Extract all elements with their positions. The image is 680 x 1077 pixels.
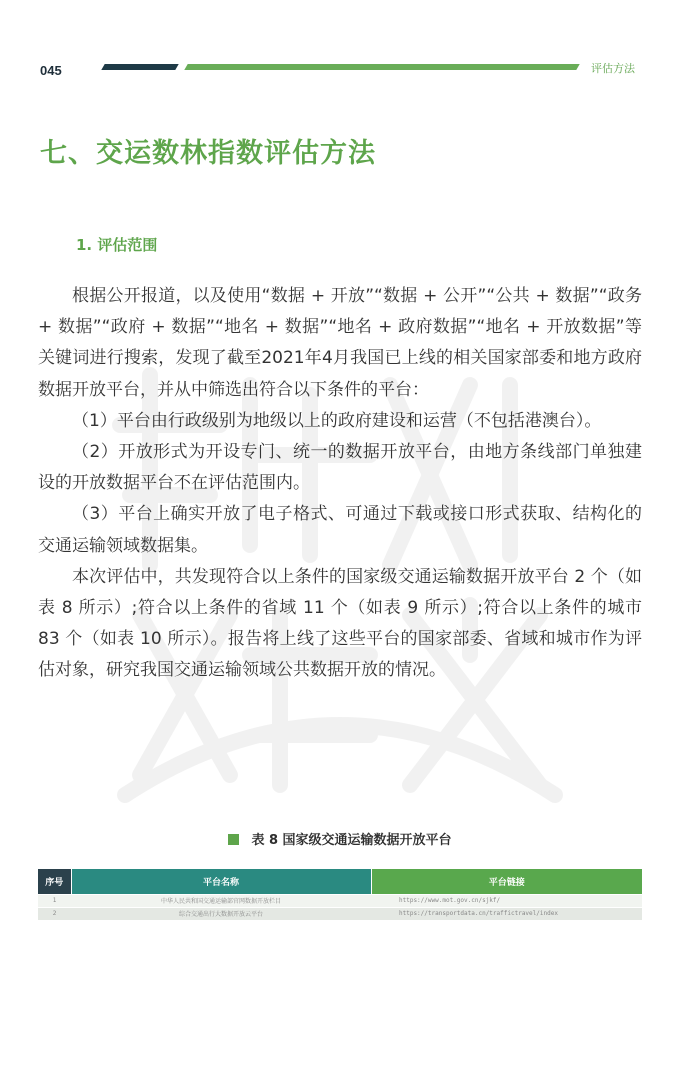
table-row <box>38 894 642 907</box>
cell-number: 2 <box>38 907 71 920</box>
caption-square-icon <box>228 834 239 845</box>
paragraph-criterion-3: （3）平台上确实开放了电子格式、可通过下载或接口形式获取、结构化的交通运输领域数据集。 <box>38 504 642 556</box>
body-text <box>38 281 642 687</box>
header-divider-green <box>184 64 579 70</box>
table-caption-text: 表 8 国家级交通运输数据开放平台 <box>251 833 452 848</box>
column-header-number: 序号 <box>38 869 71 894</box>
section-subtitle: 1. 评估范围 <box>76 236 158 254</box>
header-divider-dark <box>101 64 178 70</box>
cell-platform-link[interactable]: https://transportdata.cn/traffictravel/index <box>371 907 642 920</box>
page-header <box>0 0 680 90</box>
cell-platform-name: 中华人民共和国交通运输部官网数据开放栏目 <box>71 894 371 907</box>
paragraph-criterion-2: （2）开放形式为开设专门、统一的数据开放平台，由地方条线部门单独建设的开放数据平台不在评估范围内。 <box>38 442 642 494</box>
column-header-platform-name: 平台名称 <box>71 869 371 894</box>
section-tag: 评估方法 <box>591 62 635 75</box>
cell-number: 1 <box>38 894 71 907</box>
page-number: 045 <box>40 63 62 78</box>
paragraph-criterion-1: （1）平台由行政级别为地级以上的政府建设和运营（不包括港澳台）。 <box>72 410 602 431</box>
cell-platform-link[interactable]: https://www.mot.gov.cn/sjkf/ <box>371 894 642 907</box>
paragraph-intro: 根据公开报道，以及使用“数据 + 开放”“数据 + 公开”“公共 + 数据”“政务 + 数据”“政府 + 数据”“地名 + 数据”“地名 + 政府数据”“地名 + 开放数据”等关键词进行搜索，发现了截至2021年4月我国已上线的相关国家部委和地方政府数据开放平台，并从中筛选出符合以下条件的平台： <box>38 286 642 400</box>
paragraph-summary: 本次评估中，共发现符合以上条件的国家级交通运输数据开放平台 2 个（如表 8 所示）;符合以上条件的省域 11 个（如表 9 所示）;符合以上条件的城市 83 个（如表 10 所示）。报告将上线了这些平台的国家部委、省域和城市作为评估对象，研究我国交通运输领域公共数据开放的情况。 <box>38 566 642 681</box>
table-caption <box>0 829 680 848</box>
column-header-platform-link: 平台链接 <box>371 869 642 894</box>
chapter-title: 七、交运数林指数评估方法 <box>40 138 376 169</box>
table-row <box>38 907 642 920</box>
cell-platform-name: 综合交通出行大数据开放云平台 <box>71 907 371 920</box>
platform-table <box>38 869 642 920</box>
table-header-row <box>38 869 642 894</box>
